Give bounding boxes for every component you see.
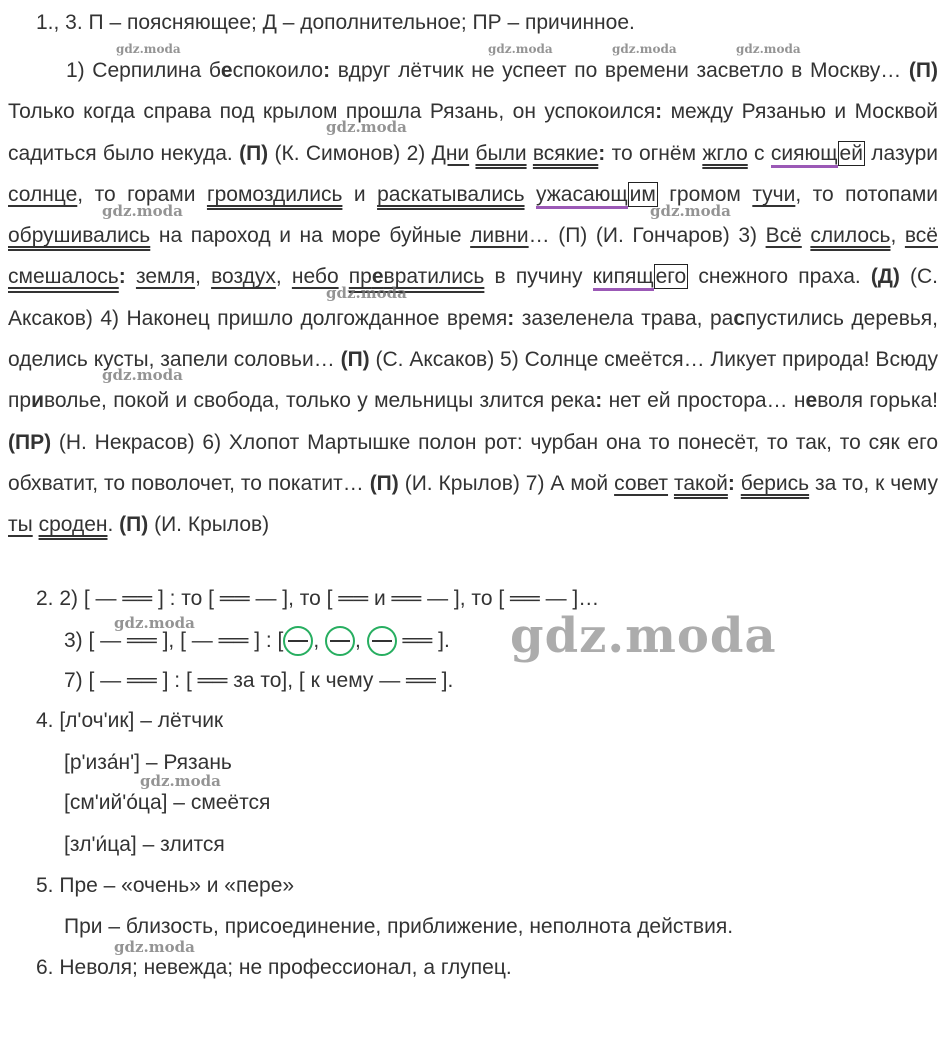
text: между Рязанью и Москвой садиться было некуда. (8, 100, 938, 165)
predicate-word: такой (673, 471, 728, 495)
scheme-2: 2. 2) [ — ══ ] : то [ ══ — ], то [ ══ и ══ — ], то [ ══ — ]… (36, 587, 600, 610)
predicate-word: громоздились (206, 182, 343, 206)
task5-line1: 5. Пре – «очень» и «пере» (36, 874, 295, 897)
text: зазеленела трава, ра (514, 306, 734, 330)
predicate-word: смешалось (8, 265, 119, 289)
watermark: gdz.moda (140, 772, 221, 790)
text: пустились деревья, оделись кусты, запели соловьи… (8, 306, 938, 372)
text: волье, покой и свобода, только у мельницы злится река (43, 389, 596, 413)
text: воля горька! (817, 389, 938, 413)
text (525, 183, 536, 206)
text: вратились (383, 265, 485, 289)
ending-box: им (629, 182, 656, 206)
watermark-large: gdz.moda (510, 608, 777, 664)
answer-heading: 1., 3. П – поясняющее; Д – дополнительное; ПР – причинное. (36, 11, 635, 34)
homogeneous-subject-circle (325, 626, 355, 656)
text: и (342, 182, 378, 206)
homogeneous-subject-circle (283, 626, 313, 656)
text: , (355, 629, 367, 652)
colon: : (655, 100, 663, 124)
subject-word: всё (904, 224, 938, 248)
mark-p: (П) (239, 141, 269, 165)
text: , то горами (77, 182, 207, 206)
watermark: gdz.moda (488, 42, 553, 56)
predicate-word: берись (740, 471, 810, 495)
mark-d: (Д) (870, 265, 900, 289)
subject-word: солнце (8, 182, 78, 206)
text: … (П) (И. Гончаров) 3) (528, 224, 766, 248)
text: вдруг лётчик не успеет по времени засветло в Москву… (330, 59, 902, 82)
predicate-word: сроден (38, 513, 108, 537)
bold-letter: с (733, 306, 746, 330)
text: ══ ]. (396, 629, 450, 652)
subject-word: тучи (752, 182, 796, 206)
task4-line4: [зл'и́ца] – злится (64, 833, 225, 856)
watermark: gdz.moda (116, 42, 181, 56)
text: 3) [ — ══ ], [ — ══ ] : [ (64, 629, 284, 652)
text: лазури (864, 141, 939, 165)
mark-p: (П) (908, 59, 938, 82)
scheme-7: 7) [ — ══ ] : [ ══ за то], [ к чему — ══ ]. (64, 669, 454, 692)
text: 1) Серпилина б (66, 59, 221, 82)
predicate-word: обрушивались (8, 224, 151, 248)
task4-line1: 4. [л'оч'ик] – лётчик (36, 709, 224, 732)
mark-p: (П) (340, 348, 370, 372)
watermark: gdz.moda (102, 202, 183, 220)
watermark: gdz.moda (326, 284, 407, 302)
colon: : (323, 59, 331, 82)
answer-paragraph: 1) Серпилина беспокоило: вдруг лётчик не успеет по времени засветло в Москву… (П) Только когда справа под крылом прошла Рязань, он успокоился: между Рязанью и Москвой садиться было некуда. (П) (К. Симонов) 2) Дни были всякие: то огнём жгло с сияющей лазури солнце, то горами громоздились и раскатывались ужасающим громом тучи, то потопами обрушивались на пароход и на море буйные ливни… (П) (И. Гончаров) 3) Всё слилось, всё смешалось: земля, воздух, небо превратились в пучину кипящего снежного праха. (Д) (С. Аксаков) 4) Наконец пришло долгожданное время: зазеленела трава, распустились деревья, оделись кусты, запели соловьи… (П) (С. Аксаков) 5) Солнце смеётся… Ликует природа! Всюду приволье, покой и свобода, только у мельницы злится река: нет ей простора… неволя горька! (ПР) (Н. Некрасов) 6) Хлопот Мартышке полон рот: чурбан она то понесёт, то так, то сяк его обхватит, то поволочет, то покатит… (П) (И. Крылов) 7) А мой совет такой: берись за то, к чему ты сроден. (П) (И. Крылов) (8, 59, 939, 537)
text: на пароход и на море буйные (150, 224, 471, 248)
text: спокоило (232, 59, 324, 82)
task4-line2: [р'иза́н'] – Рязань (64, 751, 232, 774)
text: с (747, 141, 771, 165)
watermark: gdz.moda (102, 366, 183, 384)
subject-word: Всё (765, 224, 802, 248)
predicate-word: слилось (810, 224, 891, 248)
subject-word: ты (8, 513, 33, 537)
text: , (313, 629, 326, 652)
text: нет ей простора… н (602, 389, 806, 413)
subject-word: земля (135, 265, 196, 289)
predicate-word: жгло (702, 141, 748, 165)
mark-pr: (ПР) (8, 430, 52, 454)
text: снежного праха. (688, 265, 871, 289)
predicate-word: всякие (532, 141, 599, 165)
text: , то потопами (795, 182, 939, 206)
text: громом (657, 182, 753, 206)
predicate-word: были (475, 141, 527, 165)
stem-word: сияющ (771, 142, 838, 168)
text: (С. Аксаков) 4) Наконец пришло долгожданное время (8, 265, 939, 330)
subject-word: небо (291, 265, 339, 289)
text: за то, к чему (809, 471, 938, 495)
mark-p: (П) (119, 513, 149, 537)
colon: : (598, 141, 606, 165)
task6-line: 6. Неволя; невежда; не профессионал, а глупец. (36, 956, 512, 979)
text: Только когда справа под крылом прошла Рязань, он успокоился (8, 100, 656, 124)
text: (К. Симонов) 2) (268, 141, 432, 165)
stem-word: кипящ (593, 265, 654, 291)
task4-line3: [см'ий'о́ца] – смеётся (64, 791, 271, 814)
text: то огнём (605, 141, 703, 165)
watermark: gdz.moda (114, 614, 195, 632)
colon: : (727, 471, 735, 495)
mark-p: (П) (369, 471, 399, 495)
colon: : (595, 389, 603, 413)
task5-line2: При – близость, присоединение, приближение, неполнота действия. (64, 915, 734, 938)
watermark: gdz.moda (326, 118, 407, 136)
subject-word: Дни (431, 141, 470, 165)
text: в пучину (484, 265, 593, 289)
ending-box: его (655, 265, 687, 289)
text: (С. Аксаков) 5) Солнце смеётся… Ликует природа! Всюду пр (8, 348, 938, 413)
bold-letter: е (220, 59, 233, 82)
colon: : (507, 306, 515, 330)
text: (И. Крылов) (148, 513, 270, 537)
watermark: gdz.moda (650, 202, 731, 220)
stem-word: ужасающ (536, 183, 628, 209)
text: пр (348, 265, 372, 289)
subject-word: воздух (211, 265, 276, 289)
watermark: gdz.moda (736, 42, 801, 56)
watermark: gdz.moda (612, 42, 677, 56)
predicate-word: раскатывались (377, 182, 525, 206)
text: (И. Крылов) 7) А мой (398, 471, 615, 495)
ending-box: ей (839, 141, 863, 165)
subject-word: ливни (470, 224, 529, 248)
watermark: gdz.moda (114, 938, 195, 956)
text: (Н. Некрасов) 6) Хлопот Мартышке полон рот: чурбан она то понесёт, то так, то сяк его обхватит, то поволочет, то покатит… (8, 430, 938, 495)
colon: : (118, 265, 126, 289)
bold-letter: е (371, 265, 384, 289)
bold-letter: е (805, 389, 818, 413)
subject-word: совет (614, 471, 669, 495)
homogeneous-subject-circle (367, 626, 397, 656)
bold-letter: и (31, 389, 44, 413)
